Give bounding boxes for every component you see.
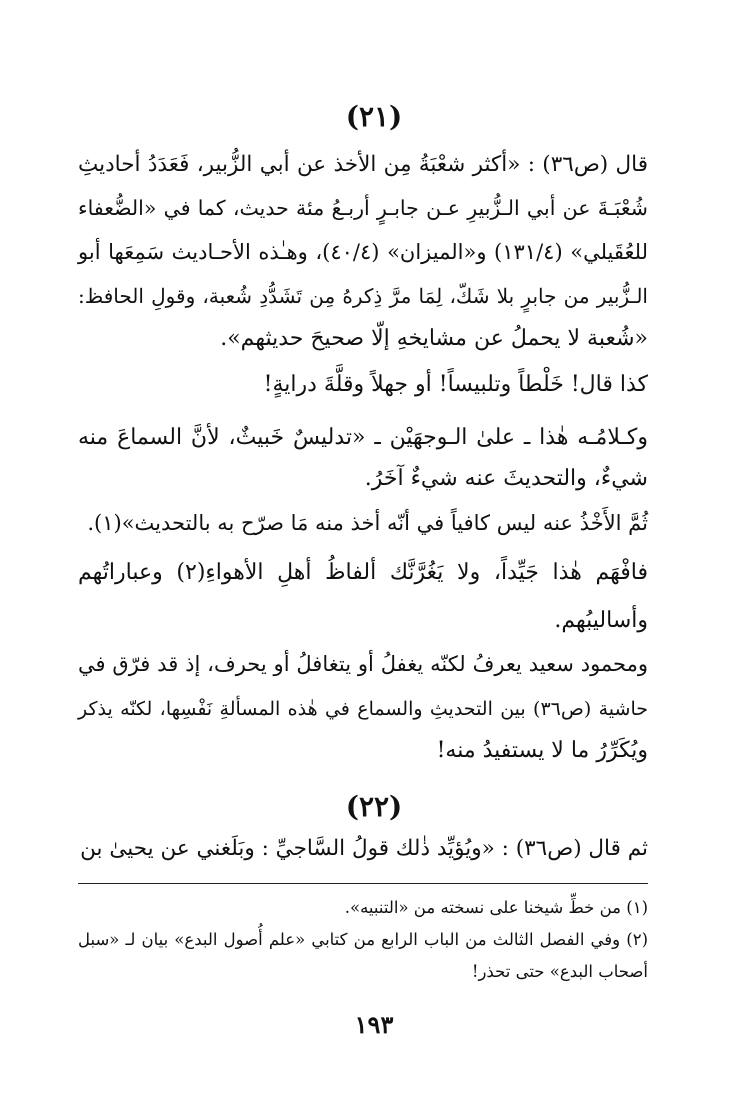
para6-line-3: ويُكَرِّرُ ما لا يستفيدُ منه! [436, 738, 648, 763]
para6-line-2: حاشية (ص٣٦) بين التحديثِ والسماع في هٰذه المسألةِ نَفْسِها، لكنّه يذكر [78, 698, 648, 720]
footnote-1: (١) من خطِّ شيخنا على نسخته من «التنبيه». [344, 898, 648, 917]
para5-line-2: وأساليبُهم. [554, 608, 648, 633]
para3-line-1: وكـلامُـه هٰذا ـ علىٰ الـوجهَيْن ـ «تدليسٌ خَبيثٌ، لأنَّ السماعَ منه [78, 425, 648, 450]
para1-line-5: «شُعبة لا يحملُ عن مشايخهِ إلّا صحيحَ حديثهم». [220, 326, 648, 351]
para1-line-4: الـزُّبير من جابرٍ بلا شَكّ، لِمَا مرَّ ذِكرهُ مِن تَشَدُّدِ شُعبة، وقولِ الحافظ: [78, 284, 648, 308]
footnote-2-line-1: (٢) وفي الفصل الثالث من الباب الرابع من كتابي «علم أُصول البدع» بيان لـ «سبل [78, 930, 648, 949]
section-number-22: (٢٢) [345, 790, 403, 823]
para7-line: ثم قال (ص٣٦) : «ويُؤيِّد ذٰلك قولُ السَّاجيِّ : وبَلَغني عن يحيىٰ بن [80, 836, 648, 861]
footnote-2-line-2: أصحاب البدع» حتى تحذر! [471, 962, 648, 981]
para4-line: ثُمَّ الأَخْذُ عنه ليس كافياً في أنّه أخذ منه مَا صرّح به بالتحديث»(١). [87, 511, 648, 535]
section-number-21: (٢١) [345, 100, 403, 133]
para1-line-2: شُعْبَـةَ عن أبي الـزُّبيرِ عـن جابـرٍ أربـعُ مئة حديث، كما في «الضُّعفاء [78, 196, 648, 220]
para2-line: كذا قال! خَلْطاً وتلبيساً! أو جهلاً وقلَّةَ درايةٍ! [263, 372, 648, 397]
para5-line-1: فافْهَم هٰذا جَيِّداً، ولا يَغُرَّنَّك ألفاظُ أهلِ الأهواءِ(٢) وعباراتُهم [78, 560, 648, 585]
para1-line-1: قال (ص٣٦) : «أكثر شعْبَةُ مِن الأخذ عن أبي الزُّبير، فَعَدَدُ أحاديثِ [78, 152, 648, 177]
footnote-divider [78, 883, 648, 884]
para3-line-2: شيءٌ، والتحديثَ عنه شيءٌ آخَرُ. [364, 466, 648, 491]
page-number: ١٩٣ [354, 1010, 394, 1039]
para6-line-1: ومحمود سعيد يعرفُ لكنّه يغفلُ أو يتغافلُ أو يحرف، إذ قد فرّق في [78, 652, 648, 676]
para1-line-3: للعُقَيلي» (١٣١/٤) و«الميزان» (٤٠/٤)، وهـٰذه الأحـاديث سَمِعَها أبو [78, 240, 648, 264]
